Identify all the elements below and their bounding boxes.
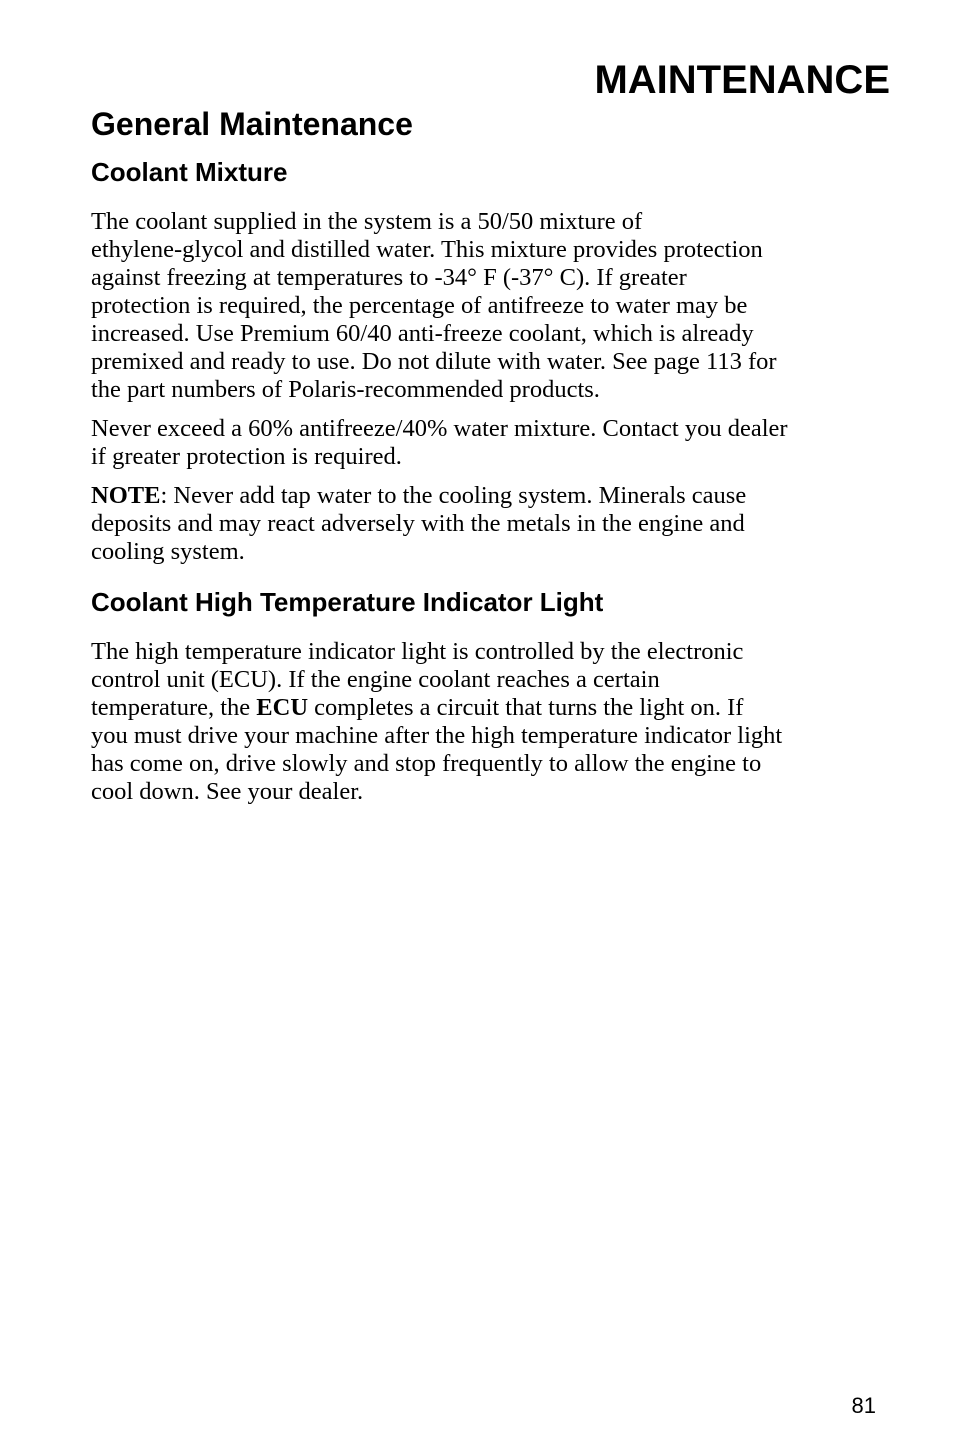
- indicator-text-after: completes a circuit that turns the light on. If you must drive your machine after the high temperature indicator light has come on, drive slowly and stop frequently to allow the engine to cool down. See your dealer.: [91, 694, 783, 805]
- section-title: General Maintenance: [91, 106, 413, 142]
- subsection-title-indicator-light: Coolant High Temperature Indicator Light: [91, 587, 604, 617]
- ecu-term: ECU: [256, 694, 309, 721]
- note-label: NOTE: [91, 482, 161, 509]
- page-header-title: MAINTENANCE: [594, 58, 890, 102]
- subsection-title-coolant-mixture: Coolant Mixture: [91, 157, 288, 187]
- indicator-light-paragraph: [91, 638, 896, 806]
- coolant-mixture-paragraph: The coolant supplied in the system is a 50/50 mixture of ethylene-glycol and distilled water. This mixture provides protection against freezing at temperatures to -34° F (-37° C). If greater protection is required, the percentage of antifreeze to water may be increased. Use Premium 60/40 anti-freeze coolant, which is already premixed and ready to use. Do not dilute with water. See page 113 for the part numbers of Polaris-recommended products.: [91, 208, 777, 403]
- page-number: 81: [851, 1393, 876, 1418]
- page-content: [91, 104, 896, 806]
- indicator-text-before: The high temperature indicator light is controlled by the electronic control unit (ECU). If the engine coolant reaches a certain temperature, the: [91, 638, 744, 721]
- mixture-limit-paragraph: Never exceed a 60% antifreeze/40% water mixture. Contact you dealer if greater protection is required.: [91, 415, 788, 470]
- note-paragraph: [91, 482, 896, 566]
- note-text: : Never add tap water to the cooling system. Minerals cause deposits and may react adversely with the metals in the engine and cooling system.: [91, 482, 747, 565]
